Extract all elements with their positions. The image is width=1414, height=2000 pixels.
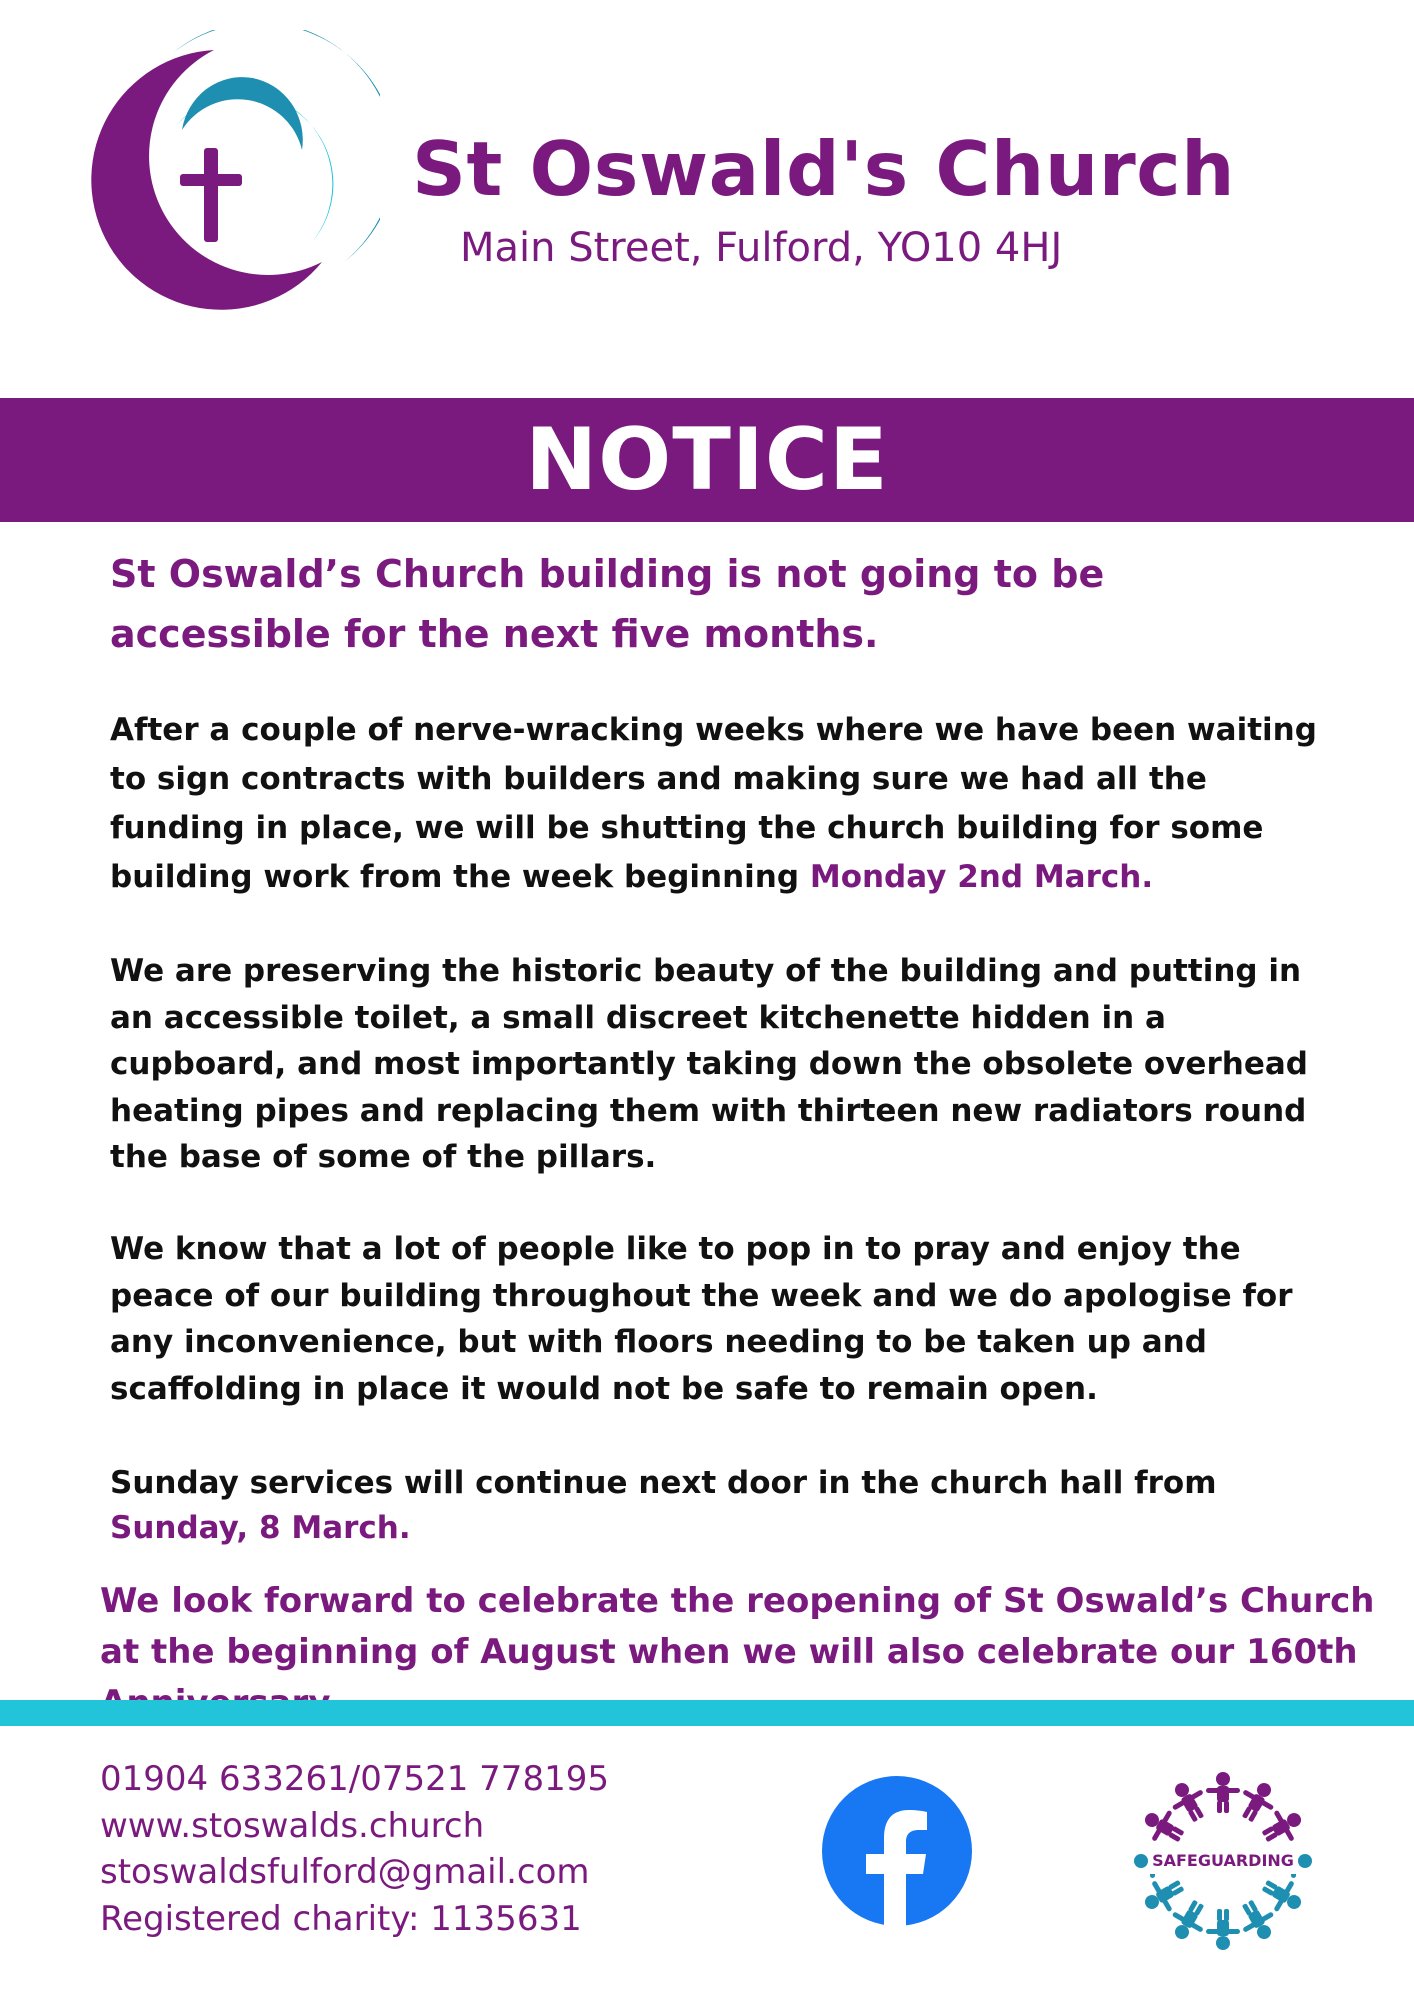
phone-number[interactable]: 01904 633261/07521 778195 [100, 1759, 609, 1799]
church-logo [64, 30, 380, 330]
contact-details [100, 1756, 609, 1942]
person-figure [1164, 1775, 1214, 1828]
church-name: St Oswald's Church [412, 125, 1236, 213]
email-link[interactable]: stoswaldsfulford@gmail.com [100, 1852, 590, 1892]
person-figure [1164, 1894, 1214, 1947]
charity-number: Registered charity: 1135631 [100, 1898, 582, 1939]
paragraph-works: We are preserving the historic beauty of the building and putting in an accessible toilet, a small discreet kitchenette hidden in a cupboard, and most importantly taking down the obsolete overhead heating pipes and replacing them with thirteen new radiators round the base of some of the pillars. [110, 953, 1308, 1175]
facebook-icon[interactable] [822, 1776, 972, 1926]
person-figure [1206, 1909, 1240, 1950]
paragraph-apology: We know that a lot of people like to pop in to pray and enjoy the peace of our building throughout the week and we do apologise for any inconvenience, but with floors needing to be taken up and scaffolding in place it would not be safe to remain open. [110, 1231, 1293, 1407]
footer-divider [0, 1700, 1414, 1726]
services-date: Sunday, 8 March. [110, 1510, 411, 1546]
lead-statement: St Oswald’s Church building is not going to be accessible for the next five months. [110, 552, 1105, 656]
safeguarding-logo [1128, 1766, 1318, 1956]
person-figure [1206, 1772, 1240, 1813]
cross-icon [180, 148, 242, 242]
paragraph-services [110, 1461, 1340, 1551]
church-address: Main Street, Fulford, YO10 4HJ [460, 225, 1063, 271]
notice-title: NOTICE [525, 410, 889, 510]
paragraph-closure-details [110, 706, 1340, 902]
person-figure [1232, 1775, 1282, 1828]
paragraph-text: Sunday services will continue next door in the church hall from [110, 1465, 1217, 1501]
person-figure [1232, 1894, 1282, 1947]
closing-statement: We look forward to celebrate the reopening of St Oswald’s Church at the beginning of August when we will also celebrate our 160th [100, 1581, 1375, 1672]
safeguarding-label: SAFEGUARDING [1152, 1851, 1294, 1870]
notice-banner [0, 398, 1414, 522]
website-link[interactable]: www.stoswalds.church [100, 1805, 485, 1846]
person-figure [1256, 1870, 1309, 1920]
closure-date: Monday 2nd March. [809, 859, 1154, 895]
person-figure [1137, 1870, 1190, 1920]
paragraph-text: After a couple of nerve-wracking weeks where we have been waiting to sign contracts with builders and making sure we had all the funding in place, we will be shutting the church building for some building work from the week beginning [110, 712, 1317, 895]
